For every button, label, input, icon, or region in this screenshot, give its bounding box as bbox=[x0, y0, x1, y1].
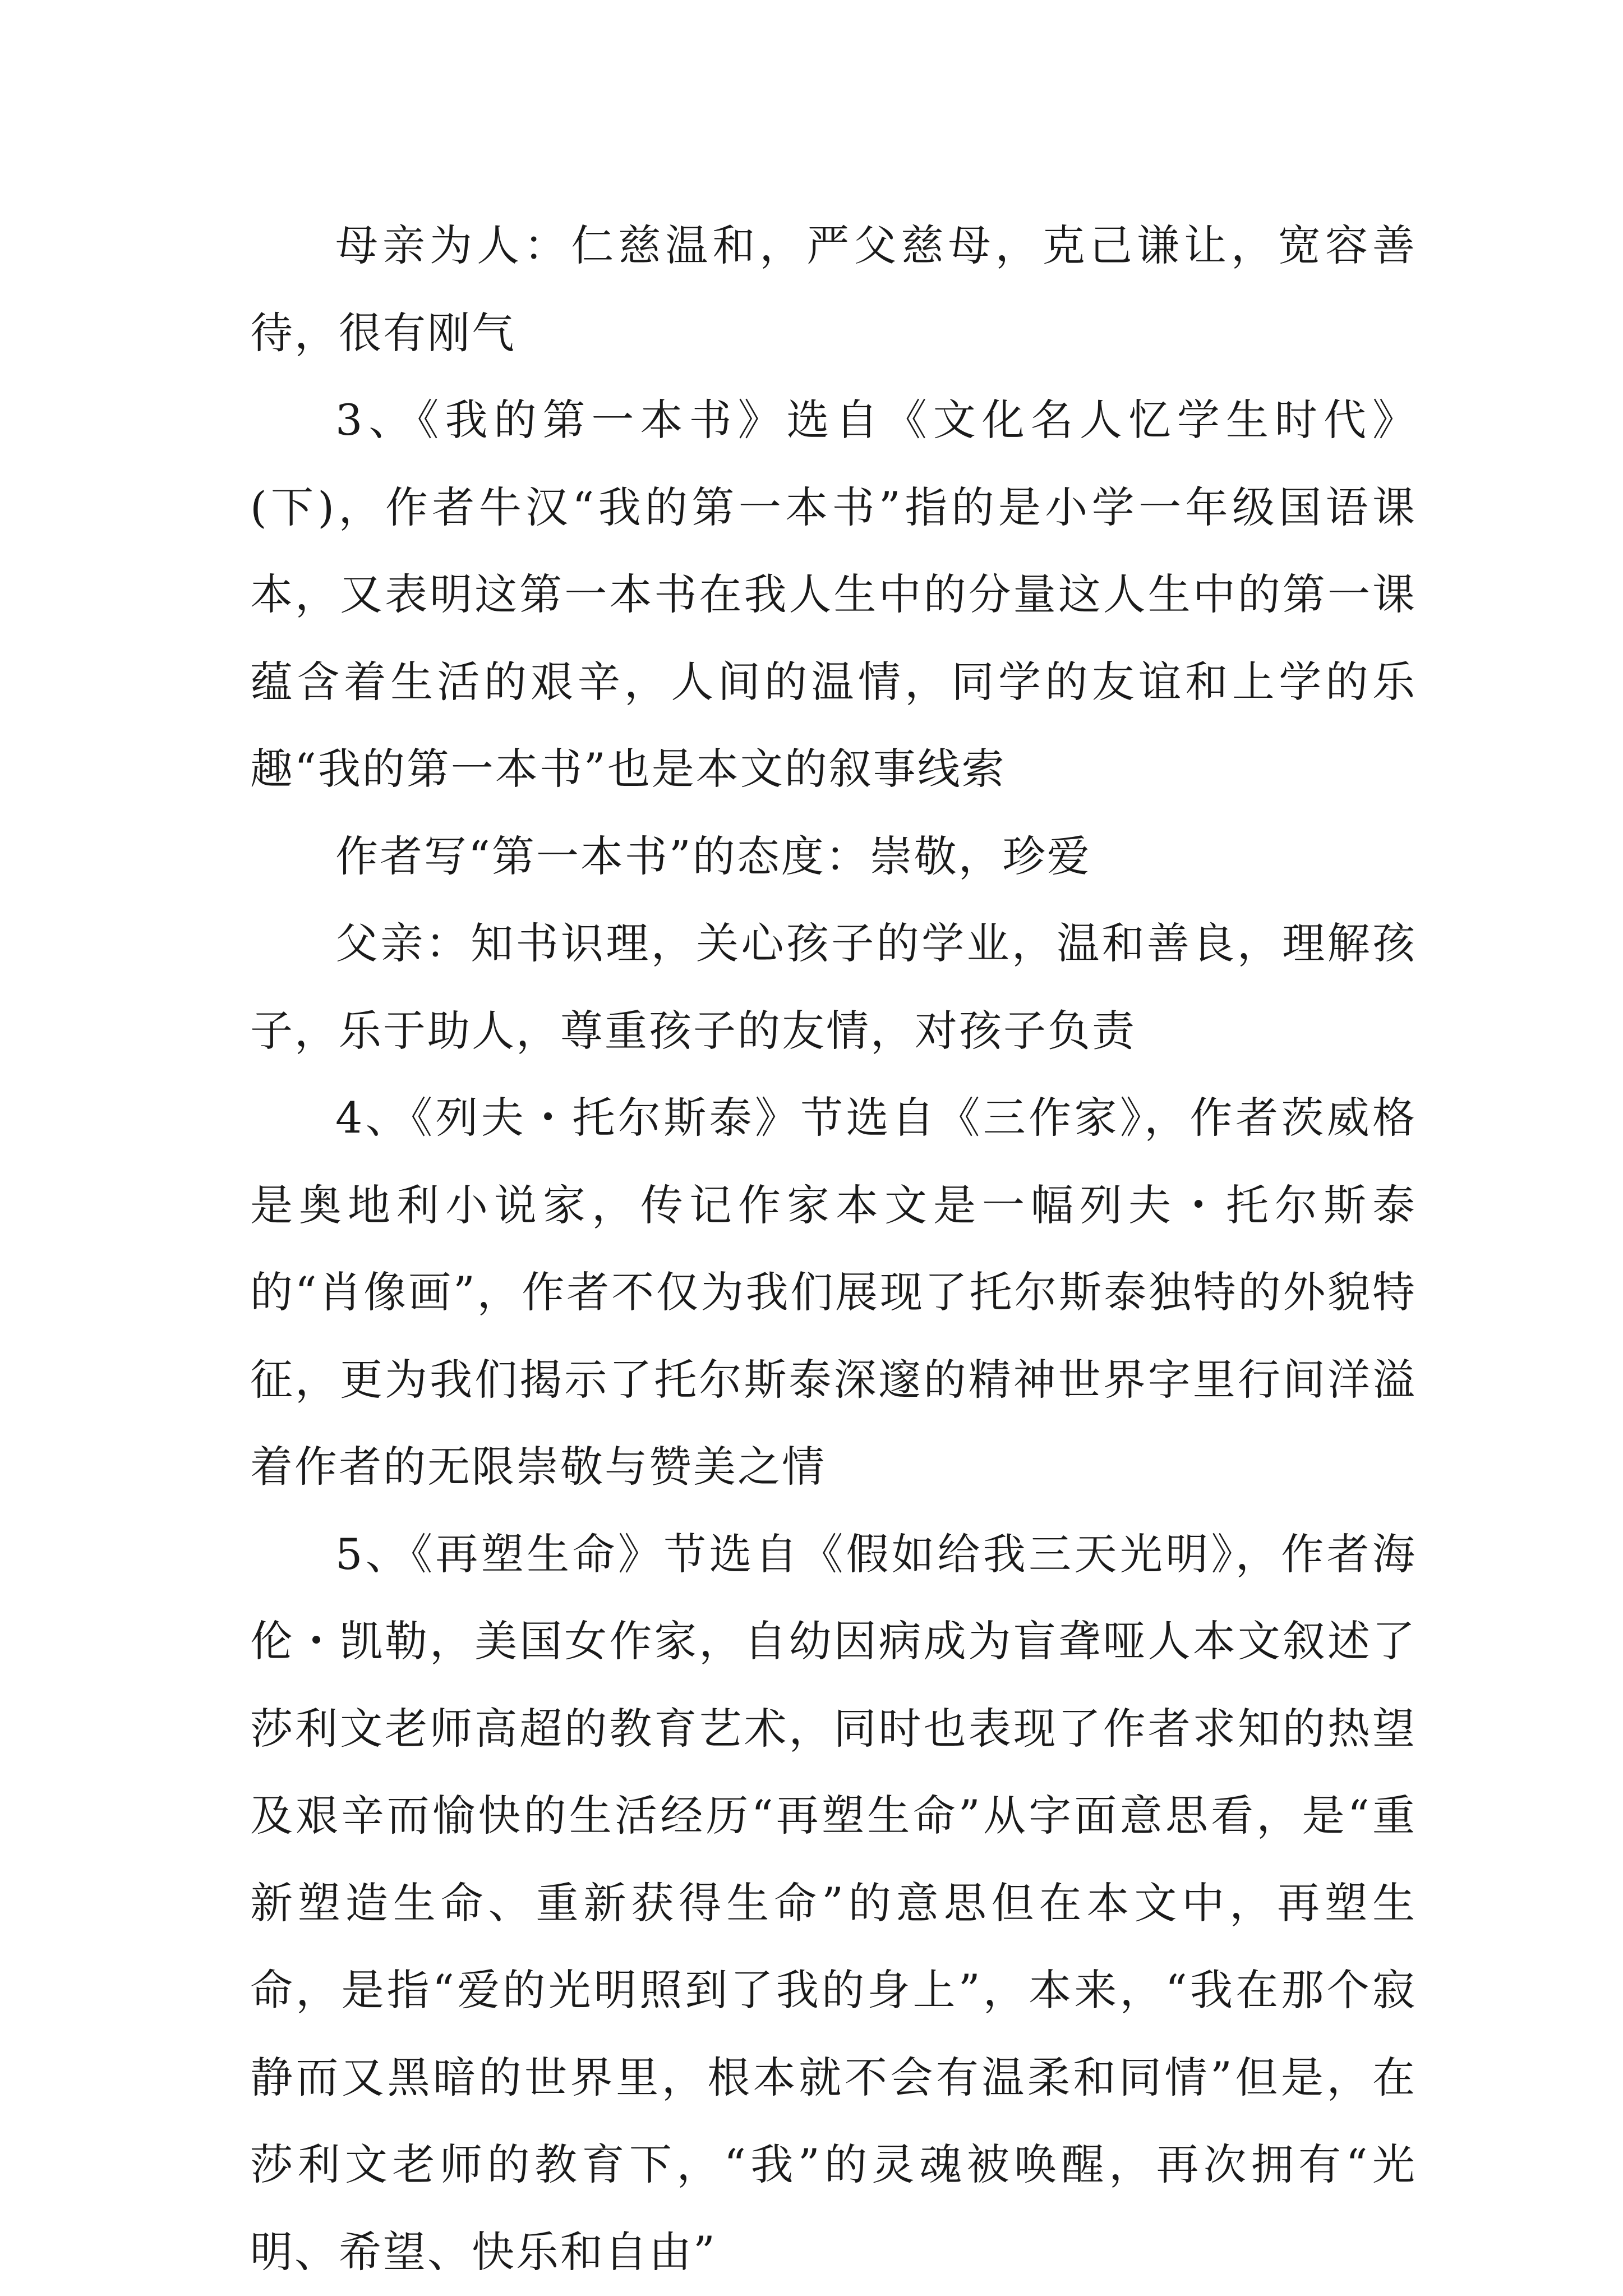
paragraph-tolstoy: 4、《列夫・托尔斯泰》节选自《三作家》，作者茨威格是奥地利小说家，传记作家本文是一幅列夫・托尔斯泰的“肖像画”，作者不仅为我们展现了托尔斯泰独特的外貌特征，更为我们揭示了托尔斯泰深邃的精神世界字里行间洋溢着作者的无限崇敬与赞美之情 bbox=[250, 1093, 1417, 1492]
paragraph-reshaping-life: 5、《再塑生命》节选自《假如给我三天光明》，作者海伦・凯勒，美国女作家，自幼因病成为盲聋哑人本文叙述了莎利文老师高超的教育艺术，同时也表现了作者求知的热望及艰辛而愉快的生活经历“再塑生命”从字面意思看，是“重新塑造生命、重新获得生命”的意思但在本文中，再塑生命，是指“爱的光明照到了我的身上”，本来，“我在那个寂静而又黑暗的世界里，根本就不会有温柔和同情”但是，在莎利文老师的教育下，“我”的灵魂被唤醒，再次拥有“光明、希望、快乐和自由” bbox=[250, 1529, 1417, 2277]
paragraph-father-character: 父亲：知书识理，关心孩子的学业，温和善良，理解孩子，乐于助人，尊重孩子的友情，对孩子负责 bbox=[250, 918, 1417, 1056]
paragraph-mother-character: 母亲为人：仁慈温和，严父慈母，克己谦让，宽容善待，很有刚气 bbox=[250, 220, 1417, 358]
paragraph-author-attitude: 作者写“第一本书”的态度：崇敬，珍爱 bbox=[335, 831, 1091, 881]
paragraph-my-first-book: 3、《我的第一本书》选自《文化名人忆学生时代》(下)，作者牛汉“我的第一本书”指的是小学一年级国语课本，又表明这第一本书在我人生中的分量这人生中的第一课蕴含着生活的艰辛，人间的温情，同学的友谊和上学的乐趣“我的第一本书”也是本文的叙事线索 bbox=[250, 395, 1417, 794]
document-body bbox=[250, 202, 1417, 2295]
